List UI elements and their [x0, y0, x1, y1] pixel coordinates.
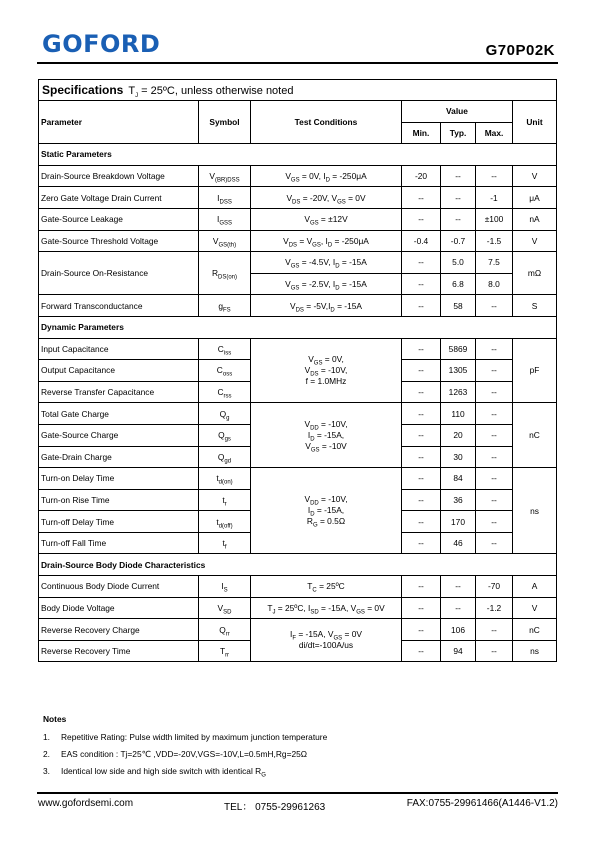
notes-section [43, 714, 327, 783]
parameter-name: Output Capacitance [39, 360, 199, 382]
table-row [39, 165, 557, 187]
note-number: 1. [43, 732, 50, 742]
table-title-row [39, 80, 557, 101]
min-value: -- [402, 273, 441, 295]
parameter-symbol: $V_{GS(th)}$ [199, 230, 251, 252]
col-parameter-header: Parameter [39, 101, 199, 144]
test-condition: $V_{DS} = -20V$, $V_{GS} = 0V$ [251, 187, 402, 209]
test-condition: $T_C$ = 25ºC [251, 576, 402, 598]
unit: V [513, 597, 557, 619]
parameter-symbol: $Q_g$ [199, 403, 251, 425]
max-value: -- [476, 619, 513, 641]
parameter-name: Reverse Recovery Charge [39, 619, 199, 641]
test-condition: $V_{DD} = -10V$, $I_D = -15A$, $V_{GS} = -10V$ [251, 403, 402, 468]
note-item [43, 732, 327, 742]
parameter-name: Reverse Recovery Time [39, 640, 199, 662]
parameter-symbol: $Q_{gs}$ [199, 424, 251, 446]
parameter-name: Gate-Source Leakage [39, 208, 199, 230]
parameter-symbol: $t_{d(on)}$ [199, 468, 251, 490]
max-value: -- [476, 165, 513, 187]
max-value: -- [476, 511, 513, 533]
parameter-symbol: $I_S$ [199, 576, 251, 598]
typ-value: 94 [441, 640, 476, 662]
min-value: -- [402, 338, 441, 360]
unit: nC [513, 403, 557, 468]
min-value: -- [402, 640, 441, 662]
section-row [39, 316, 557, 338]
table-row [39, 252, 557, 274]
parameter-symbol: $I_{DSS}$ [199, 187, 251, 209]
typ-value: -- [441, 165, 476, 187]
typ-value: 170 [441, 511, 476, 533]
typ-value: 20 [441, 424, 476, 446]
column-header-row [39, 101, 557, 123]
unit: V [513, 230, 557, 252]
table-title-text: Specifications [42, 83, 124, 97]
min-value: -- [402, 597, 441, 619]
parameter-symbol: $T_{rr}$ [199, 640, 251, 662]
test-condition: $V_{GS} = 0V$, $I_D = -250\mu A$ [251, 165, 402, 187]
typ-value: 30 [441, 446, 476, 468]
section-title: Dynamic Parameters [39, 316, 557, 338]
parameter-name: Body Diode Voltage [39, 597, 199, 619]
table-row [39, 208, 557, 230]
typ-value: 58 [441, 295, 476, 317]
typ-value: 84 [441, 468, 476, 490]
min-value: -- [402, 576, 441, 598]
table-row [39, 597, 557, 619]
table-row [39, 576, 557, 598]
parameter-symbol: $R_{DS(on)}$ [199, 252, 251, 295]
max-value: 7.5 [476, 252, 513, 274]
col-conditions-header: Test Conditions [251, 101, 402, 144]
min-value: -20 [402, 165, 441, 187]
parameter-symbol: $g_{FS}$ [199, 295, 251, 317]
notes-list [43, 732, 328, 779]
unit: ns [513, 640, 557, 662]
col-min-header: Min. [402, 122, 441, 144]
parameter-name: Reverse Transfer Capacitance [39, 381, 199, 403]
parameter-name: Turn-off Fall Time [39, 532, 199, 554]
typ-value: -0.7 [441, 230, 476, 252]
test-condition: $V_{GS} = \pm 12V$ [251, 208, 402, 230]
max-value: -- [476, 489, 513, 511]
unit: nA [513, 208, 557, 230]
test-condition: $I_F = -15A$, $V_{GS} = 0V$ di/dt=-100A/us [251, 619, 402, 662]
typ-value: 36 [441, 489, 476, 511]
parameter-symbol: $I_{GSS}$ [199, 208, 251, 230]
unit: ns [513, 468, 557, 554]
table-row [39, 338, 557, 360]
title-condition-subscript: J [135, 92, 139, 99]
min-value: -- [402, 187, 441, 209]
parameter-name: Drain-Source On-Resistance [39, 252, 199, 295]
unit: nC [513, 619, 557, 641]
parameter-symbol: $Q_{rr}$ [199, 619, 251, 641]
min-value: -- [402, 424, 441, 446]
table-row [39, 619, 557, 641]
min-value: -- [402, 252, 441, 274]
max-value: -- [476, 468, 513, 490]
parameter-name: Turn-off Delay Time [39, 511, 199, 533]
test-condition: $T_J$ = 25ºC, $I_{SD} = -15A$, $V_{GS} = 0V$ [251, 597, 402, 619]
typ-value: 5869 [441, 338, 476, 360]
max-value: 8.0 [476, 273, 513, 295]
test-condition: $V_{GS} = 0V$, $V_{DS} = -10V$, f = 1.0MHz [251, 338, 402, 403]
min-value: -- [402, 381, 441, 403]
note-text: Identical low side and high side switch with identical $R_G$ [61, 766, 266, 779]
parameter-name: Turn-on Rise Time [39, 489, 199, 511]
parameter-name: Gate-Source Charge [39, 424, 199, 446]
unit: pF [513, 338, 557, 403]
parameter-symbol: $C_{oss}$ [199, 360, 251, 382]
typ-value: 110 [441, 403, 476, 425]
specifications-table [38, 79, 557, 662]
table-title [39, 80, 557, 101]
company-logo: GOFORD [42, 30, 161, 58]
max-value: -- [476, 360, 513, 382]
note-item [43, 749, 327, 759]
unit: S [513, 295, 557, 317]
max-value: -1.5 [476, 230, 513, 252]
parameter-symbol: $Q_{gd}$ [199, 446, 251, 468]
parameter-name: Zero Gate Voltage Drain Current [39, 187, 199, 209]
col-typ-header: Typ. [441, 122, 476, 144]
test-condition: $V_{DS} = -5V,I_D = -15A$ [251, 295, 402, 317]
section-title: Static Parameters [39, 144, 557, 166]
parameter-name: Continuous Body Diode Current [39, 576, 199, 598]
parameter-symbol: $V_{SD}$ [199, 597, 251, 619]
typ-value: 6.8 [441, 273, 476, 295]
unit: mΩ [513, 252, 557, 295]
parameter-name: Forward Transconductance [39, 295, 199, 317]
min-value: -- [402, 619, 441, 641]
test-condition: $V_{DS} = V_{GS}$, $I_D = -250\mu A$ [251, 230, 402, 252]
min-value: -- [402, 446, 441, 468]
min-value: -- [402, 208, 441, 230]
table-row [39, 187, 557, 209]
title-condition-symbol: T [128, 85, 136, 97]
typ-value: -- [441, 597, 476, 619]
footer-divider [37, 792, 558, 794]
max-value: -- [476, 640, 513, 662]
note-text: EAS condition : Tj=25℃ ,VDD=-20V,VGS=-10V,L=0.5mH,Rg=25Ω [61, 749, 308, 759]
table-row [39, 295, 557, 317]
parameter-name: Gate-Source Threshold Voltage [39, 230, 199, 252]
parameter-symbol: $V_{(BR)DSS}$ [199, 165, 251, 187]
parameter-symbol: $C_{rss}$ [199, 381, 251, 403]
unit: V [513, 165, 557, 187]
footer-fax: FAX:0755-29961466(A1446-V1.2) [406, 798, 558, 809]
note-text: Repetitive Rating: Pulse width limited by maximum junction temperature [61, 732, 328, 742]
min-value: -- [402, 489, 441, 511]
parameter-symbol: $t_f$ [199, 532, 251, 554]
test-condition: $V_{DD} = -10V$, $I_D = -15A$, $R_G = 0.5\Omega$ [251, 468, 402, 554]
min-value: -- [402, 532, 441, 554]
footer-website: www.gofordsemi.com [38, 798, 134, 809]
parameter-name: Total Gate Charge [39, 403, 199, 425]
parameter-name: Turn-on Delay Time [39, 468, 199, 490]
table-row [39, 468, 557, 490]
max-value: -- [476, 532, 513, 554]
title-condition-text: = 25ºC, unless otherwise noted [138, 85, 294, 97]
header-divider [37, 62, 558, 64]
section-row [39, 144, 557, 166]
min-value: -- [402, 468, 441, 490]
typ-value: 5.0 [441, 252, 476, 274]
col-max-header: Max. [476, 122, 513, 144]
note-item [43, 766, 327, 779]
table-row [39, 230, 557, 252]
max-value: -- [476, 424, 513, 446]
max-value: ±100 [476, 208, 513, 230]
section-row [39, 554, 557, 576]
parameter-symbol: $t_r$ [199, 489, 251, 511]
col-symbol-header: Symbol [199, 101, 251, 144]
max-value: -- [476, 381, 513, 403]
typ-value: 46 [441, 532, 476, 554]
footer-telephone: TEL： 0755-29961263 [224, 802, 326, 813]
table-row [39, 403, 557, 425]
parameter-symbol: $C_{iss}$ [199, 338, 251, 360]
min-value: -- [402, 403, 441, 425]
min-value: -- [402, 295, 441, 317]
typ-value: 1263 [441, 381, 476, 403]
max-value: -1.2 [476, 597, 513, 619]
typ-value: -- [441, 187, 476, 209]
parameter-name: Drain-Source Breakdown Voltage [39, 165, 199, 187]
typ-value: 106 [441, 619, 476, 641]
note-number: 2. [43, 749, 50, 759]
min-value: -- [402, 360, 441, 382]
part-number: G70P02K [485, 42, 555, 59]
max-value: -- [476, 403, 513, 425]
col-unit-header: Unit [513, 101, 557, 144]
note-number: 3. [43, 766, 50, 776]
typ-value: 1305 [441, 360, 476, 382]
parameter-symbol: $t_{d(off)}$ [199, 511, 251, 533]
unit: A [513, 576, 557, 598]
parameter-name: Input Capacitance [39, 338, 199, 360]
max-value: -- [476, 338, 513, 360]
min-value: -0.4 [402, 230, 441, 252]
test-condition: $V_{GS} = -2.5V$, $I_D = -15A$ [251, 273, 402, 295]
parameter-name: Gate-Drain Charge [39, 446, 199, 468]
max-value: -1 [476, 187, 513, 209]
section-title: Drain-Source Body Diode Characteristics [39, 554, 557, 576]
unit: μA [513, 187, 557, 209]
test-condition: $V_{GS} = -4.5V$, $I_D = -15A$ [251, 252, 402, 274]
max-value: -70 [476, 576, 513, 598]
typ-value: -- [441, 576, 476, 598]
max-value: -- [476, 446, 513, 468]
notes-title: Notes [43, 714, 67, 724]
max-value: -- [476, 295, 513, 317]
min-value: -- [402, 511, 441, 533]
col-value-header: Value [402, 101, 513, 123]
typ-value: -- [441, 208, 476, 230]
